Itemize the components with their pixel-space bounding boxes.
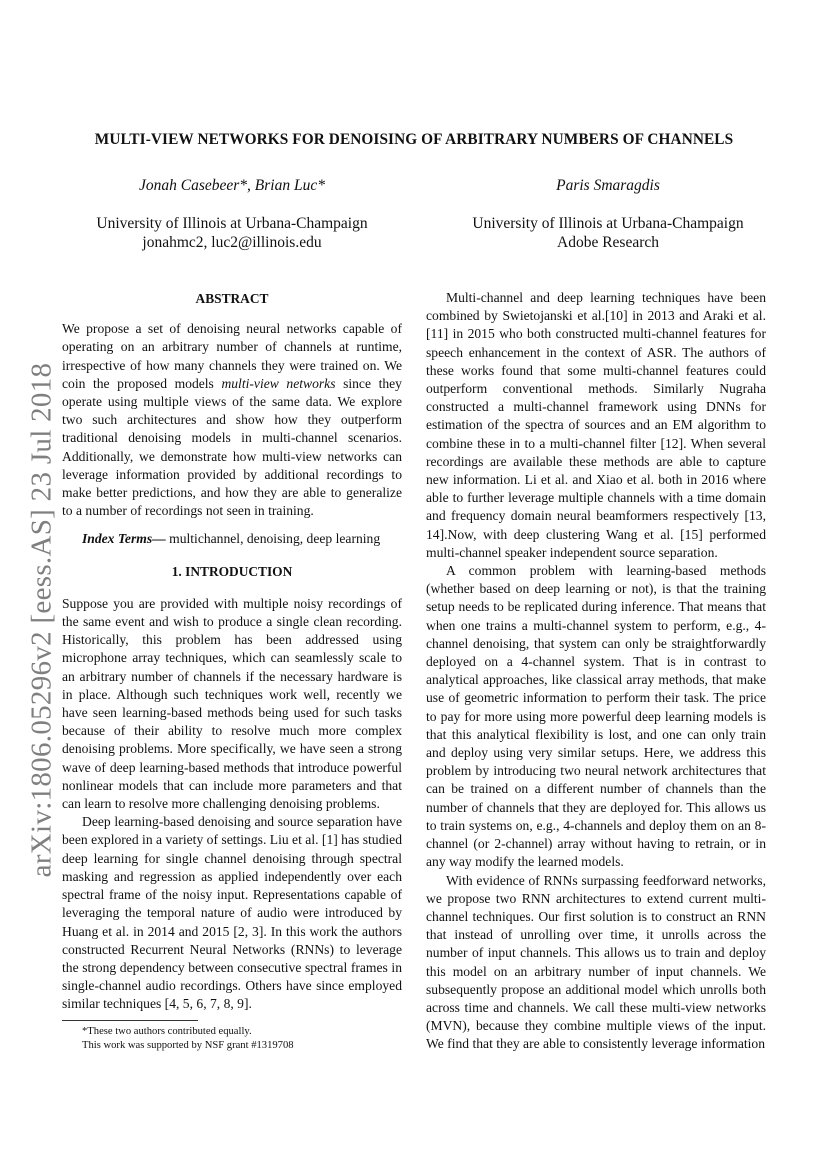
arxiv-stamp	[16, 350, 68, 890]
intro-paragraph-3: Multi-channel and deep learning techniques have been combined by Swietojanski et al.[10] in 2013 and Araki et al.[11] in 2015 who both constructed multi-channel features for speech enhancement in the context of ASR. The authors of these works found that some multi-channel features could outperform conventional methods. Similarly Nugraha constructed a multi-channel framework using DNNs for estimation of the spectra of sources and an EM algorithm to combine these in to a multi-channel filter [12]. When several recordings are available these methods are able to capture new information. Li et al. and Xiao et al. both in 2016 where able to further leverage multiple channels with a time domain and frequency domain neural beamformers respectively [13, 14].Now, with deep clustering Wang et al. [15] performed multi-channel speaker independent source separation.	[426, 290, 766, 560]
author-affiliation-left: University of Illinois at Urbana-Champaign	[96, 214, 368, 232]
author-email-left: jonahmc2, luc2@illinois.edu	[142, 234, 322, 251]
intro-paragraph-2: Deep learning-based denoising and source separation have been explored in a variety of settings. Liu et al. [1] has studied deep learning for single channel denoising through spectral masking and regression as applied independently over each spectral frame of the noisy input. Representations capable of leveraging the temporal nature of audio were introduced by Huang et al. in 2014 and 2015 [2, 3]. In this work the authors constructed Recurrent Neural Networks (RNNs) to leverage the strong dependency between consecutive spectral frames in single-channel audio recordings. Others have since employed similar techniques [4, 5, 6, 7, 8, 9].	[62, 814, 402, 1012]
intro-paragraph-5: With evidence of RNNs surpassing feedforward networks, we propose two RNN architectures to extend current multi-channel techniques. Our first solution is to construct an RNN that instead of unrolling over time, it unrolls across the number of input channels. This allows us to train and deploy this model on an arbitrary number of input channels. We subsequently propose an additional model which unrolls both across time and channels. We call these multi-view networks (MVN), because they combine multiple views of the input. We find that they are able to consistently leverage information	[426, 872, 766, 1052]
index-terms	[62, 530, 402, 548]
abstract-text-part1: We propose a set of denoising neural networks capable of operating on an arbitrary number of channels at runtime, irrespective of how many channels they were trained on. We coin the proposed models	[62, 321, 402, 391]
index-terms-label: Index Terms—	[82, 531, 166, 547]
abstract-text-part2: since they operate using multiple views of the same data. We explore two such architectures and show how they outperform traditional denoising models in multi-channel scenarios. Additionally, we demonstrate how multi-view networks can leverage information provided by additional recordings to make better predictions, and how they are able to generalize to a number of recordings not seen in training.	[62, 375, 402, 519]
author-block-left	[62, 176, 402, 253]
author-block-right	[438, 176, 778, 253]
abstract-heading: ABSTRACT	[195, 291, 269, 306]
abstract-text	[62, 320, 402, 520]
footnote-divider	[62, 1020, 198, 1021]
introduction-heading: 1. INTRODUCTION	[171, 563, 293, 579]
author-affiliation-right: University of Illinois at Urbana-Champaign	[472, 214, 744, 232]
author-names-left: Jonah Casebeer*, Brian Luc*	[139, 177, 325, 194]
footnotes	[62, 1025, 402, 1053]
index-terms-text: multichannel, denoising, deep learning	[165, 531, 381, 547]
intro-paragraph-1: Suppose you are provided with multiple noisy recordings of the same event and wish to produce a single clean recording. Historically, this problem has been addressed using microphone array techniques, which can seamlessly scale to an arbitrary number of channels if the necessary hardware is in place. Although such techniques work well, recently we have seen learning-based methods being used for such tasks because of their ability to resolve much more complex denoising problems. More specifically, we have seen a strong wave of deep learning-based methods that introduce powerful nonlinear models that can include more parameters and that can learn to resolve more challenging denoising problems.	[62, 595, 402, 812]
footnote-funding: This work was supported by NSF grant #1319708	[82, 1039, 294, 1051]
abstract-text-italic: multi-view networks	[221, 375, 336, 391]
author-affiliation2-right: Adobe Research	[557, 234, 659, 251]
author-names-right: Paris Smaragdis	[556, 177, 660, 194]
left-column	[62, 290, 402, 1053]
paper-title: MULTI-VIEW NETWORKS FOR DENOISING OF ARBITRARY NUMBERS OF CHANNELS	[94, 131, 734, 148]
arxiv-stamp-text: arXiv:1806.05296v2 [eess.AS] 23 Jul 2018	[25, 362, 58, 878]
footnote-equal-contribution: *These two authors contributed equally.	[82, 1025, 252, 1037]
right-column	[426, 289, 766, 1054]
intro-paragraph-4: A common problem with learning-based methods (whether based on deep learning or not), is that the training setup needs to be replicated during inference. That means that when one trains a multi-channel system to perform, e.g., 4-channel denoising, that system can only be straightforwardly deployed on a 4-channel system. That is in contrast to analytical approaches, like classical array methods, that make use of geometric information to perform their task. The price to pay for more using more powerful deep learning models is that this analytical flexibility is lost, and one can only train and deploy using very similar setups. Here, we address this problem by introducing two neural network architectures that can be trained on a different number of channels than the number of channels that they are deployed for. This allows us to train systems on, e.g., 4-channels and deploy them on an 8-channel (or 2-channel) array without having to retrain, or in any way modify the learned models.	[426, 563, 766, 870]
